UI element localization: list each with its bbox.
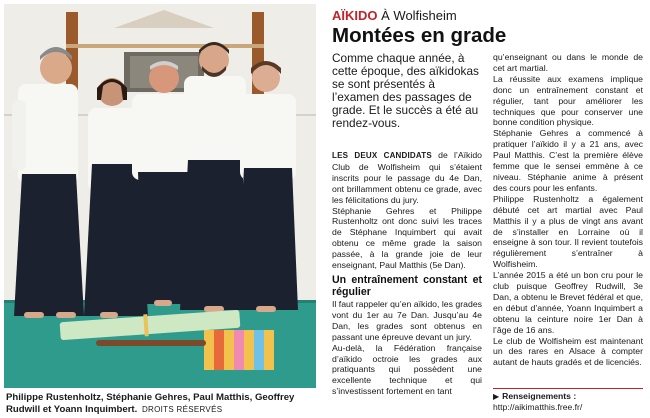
gift-package-striped: [204, 330, 274, 370]
article-kicker: [332, 8, 457, 23]
kicker-place: À Wolfisheim: [381, 8, 457, 23]
person-philippe: [12, 47, 84, 316]
paragraph-5: qu’enseignant ou dans le monde de cet art martial.: [493, 52, 643, 73]
paragraph-10: Le club de Wolfisheim est maintenant un des rares en Alsace à compter autant de hauts gradés et de licenciés.: [493, 335, 643, 368]
kicker-tag: AÏKIDO: [332, 8, 378, 23]
paragraph-1-caps: LES DEUX CANDIDATS: [332, 151, 432, 160]
paragraph-3: Il faut rappeler qu’en aïkido, les grades vont du 1er au 7e Dan. Jusqu’au 4e Dan, les grades sont obtenus en passant une épreuve devant un jury.: [332, 298, 482, 342]
paragraph-8: Philippe Rustenholtz a également débuté cet art martial avec Paul Matthis il y a plus de vingt ans avant de s’installer en Lorraine où il enseigne à son tour. Il revient toutefois régulièrement s’entraîner à Wolfisheim.: [493, 193, 643, 270]
paragraph-2: Stéphanie Gehres et Philippe Rustenholtz ont donc suivi les traces de Stéphane Inquimbert qui avait obtenu ce même grade la saison passée, à la grande joie de leur enseignant, Paul Matthis (5e Dan).: [332, 205, 482, 271]
paragraph-4: Au-delà, la Fédération française d’aïkido octroie les grades aux pratiquants qui possèdent une excellente technique et qui s’investissent fortement en tant: [332, 342, 482, 397]
paragraph-1-text: de l’Aïkido Club de Wolfisheim qui s’étaient inscrits pour le passage du 4e Dan, ont brillamment obtenu ce grade, avec les félicitations du jury.: [332, 150, 482, 205]
paragraph-7: Stéphanie Gehres a commencé à pratiquer l’aïkido il y a 21 ans, avec Paul Matthis. C’est la première élève femme que le sensei emmène à ce niveau. Stéphanie anime à présent des cours pour les enfants.: [493, 128, 643, 193]
info-label: Renseignements :: [502, 391, 577, 401]
arrow-right-icon: ▶: [493, 392, 500, 401]
info-box: [493, 388, 643, 413]
paragraph-9: L’année 2015 a été un bon cru pour le club puisque Geoffrey Rudwill, 3e Dan, a obtenu le Brevet fédéral et que, en début d’année, Yoann Inquimbert a obtenu la ceinture noire 1er Dan à l’âge de 16 ans.: [493, 270, 643, 335]
article-lead: Comme chaque année, à cette époque, des aïkidokas se sont présentés à l’examen des passages de grade. Et le succès a été au rendez-vous.: [332, 51, 479, 130]
paragraph-6: La réussite aux examens implique donc un entraînement constant et régulier, tant pour améliorer les techniques que pour conserver une bonne condition physique.: [493, 73, 643, 128]
group-photo-illustration: [4, 4, 316, 388]
wooden-bokken: [96, 340, 206, 346]
article-headline: Montées en grade: [332, 24, 507, 47]
info-url[interactable]: http://aikimatthis.free.fr/: [493, 402, 583, 412]
caption-names: Philippe Rustenholtz, Stéphanie Gehres, Paul Matthis, Geoffrey Rudwill et Yoann Inquimbert.: [6, 392, 295, 415]
paragraph-1: [332, 150, 482, 206]
person-yoann: [236, 61, 298, 310]
article-column-2: [493, 52, 643, 368]
caption-credit: DROITS RÉSERVÉS: [141, 405, 223, 414]
article-photo: [4, 4, 316, 388]
photo-caption: [6, 392, 320, 416]
article-column-1: [332, 150, 482, 397]
article-subheading: Un entraînement constant et régulier: [332, 273, 482, 298]
